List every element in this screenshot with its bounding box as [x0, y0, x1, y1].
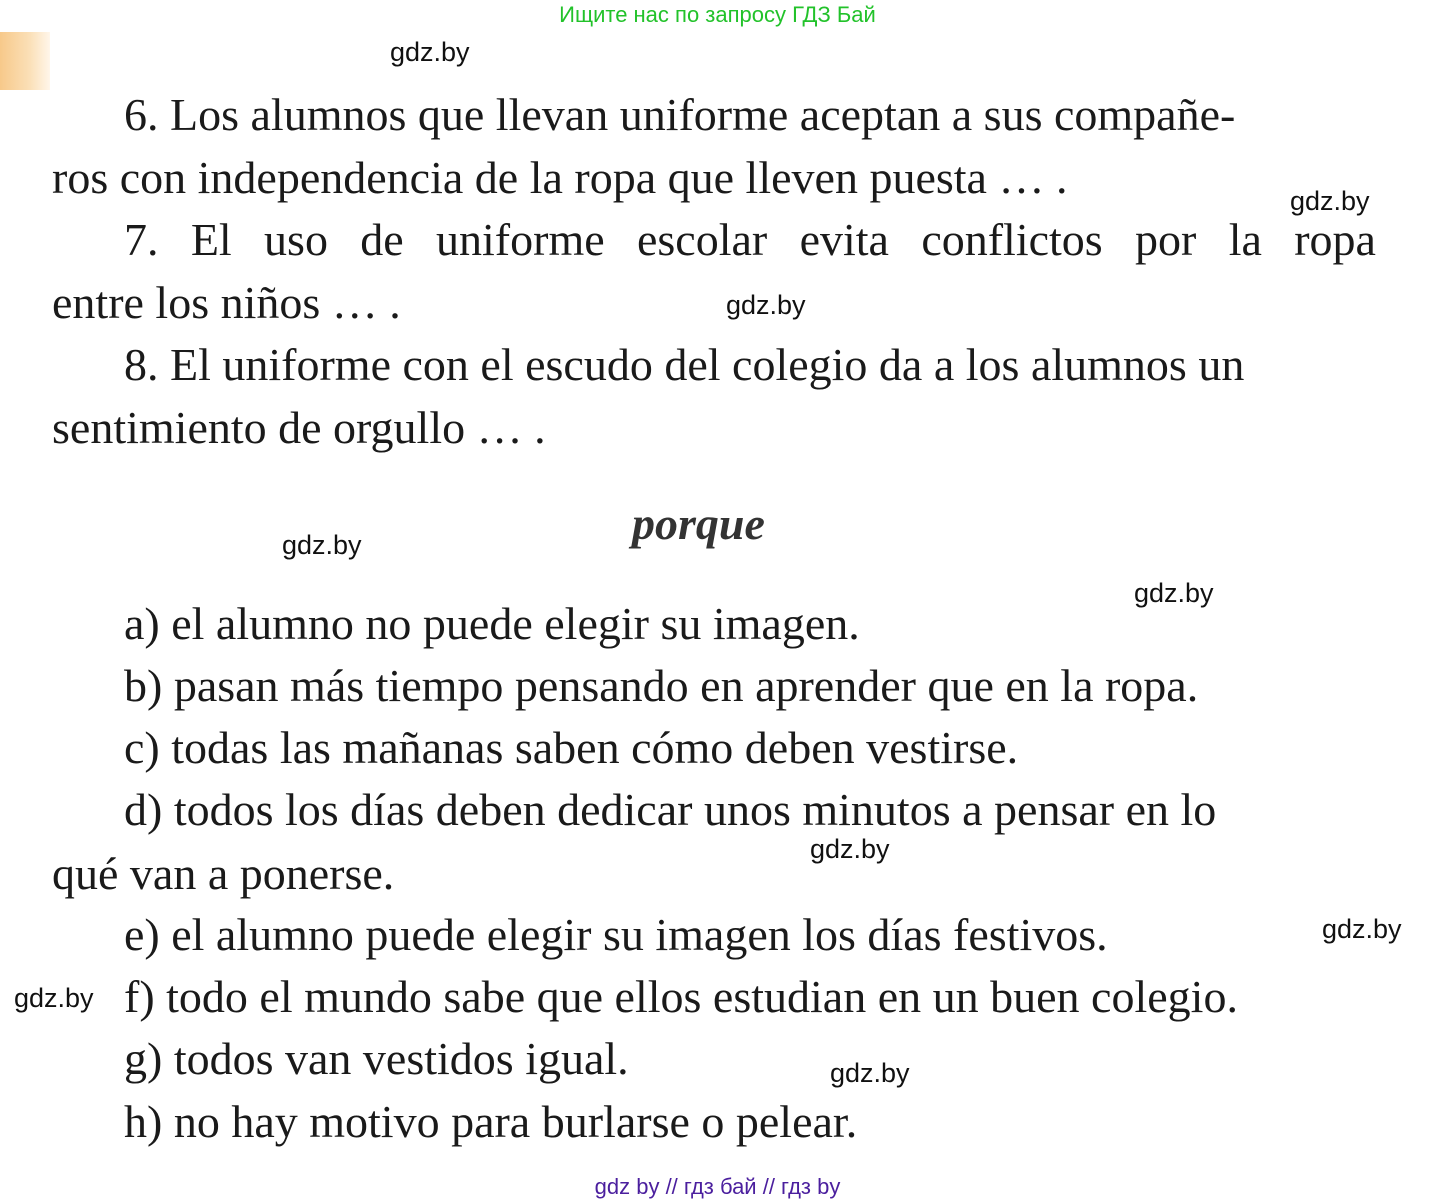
watermark: gdz.by: [810, 834, 890, 864]
page-corner-tab: [0, 32, 50, 90]
option-c: c) todas las mañanas saben cómo deben vestirse.: [124, 722, 1019, 773]
watermark: gdz.by: [1134, 578, 1214, 608]
option-b: b) pasan más tiempo pensando en aprender que en la ropa.: [124, 660, 1199, 711]
watermark: gdz.by: [830, 1058, 910, 1088]
statement-8-line-1: 8. El uniforme con el escudo del colegio da a los alumnos un: [124, 339, 1245, 390]
statement-6-line-1: 6. Los alumnos que llevan uniforme aceptan a sus compañe-: [124, 89, 1236, 140]
watermark: gdz.by: [14, 983, 94, 1013]
option-h: h) no hay motivo para burlarse o pelear.: [124, 1096, 858, 1147]
word: 7.: [124, 214, 159, 265]
word: ropa: [1294, 214, 1376, 265]
word: de: [360, 214, 404, 265]
watermark: gdz.by: [1290, 186, 1370, 216]
word: uso: [264, 214, 328, 265]
statement-8-line-2: sentimiento de orgullo … .: [52, 402, 546, 453]
word: por: [1135, 214, 1197, 265]
option-e: e) el alumno puede elegir su imagen los días festivos.: [124, 909, 1108, 960]
word: evita: [799, 214, 889, 265]
watermark: gdz.by: [282, 530, 362, 560]
watermark: gdz.by: [1322, 914, 1402, 944]
footer-links[interactable]: gdz by // гдз бай // гдз by: [594, 1174, 841, 1199]
statement-7-line-2: entre los niños … .: [52, 277, 401, 328]
watermark: gdz.by: [390, 37, 470, 67]
top-banner[interactable]: Ищите нас по запросу ГДЗ Бай: [559, 2, 876, 27]
option-a: a) el alumno no puede elegir su imagen.: [124, 598, 860, 649]
option-d-line-2: qué van a ponerse.: [52, 848, 395, 899]
statement-6-line-2: ros con independencia de la ropa que lleven puesta … .: [52, 152, 1068, 203]
statement-7-line-1: [124, 214, 1376, 265]
word: conflictos: [921, 214, 1103, 265]
connector-heading: porque: [632, 498, 765, 549]
option-g: g) todos van vestidos igual.: [124, 1033, 629, 1084]
word: la: [1228, 214, 1262, 265]
word: escolar: [636, 214, 768, 265]
option-d-line-1: d) todos los días deben dedicar unos minutos a pensar en lo: [124, 784, 1217, 835]
option-f: f) todo el mundo sabe que ellos estudian en un buen colegio.: [124, 971, 1238, 1022]
word: uniforme: [436, 214, 605, 265]
word: El: [190, 214, 232, 265]
watermark: gdz.by: [726, 290, 806, 320]
